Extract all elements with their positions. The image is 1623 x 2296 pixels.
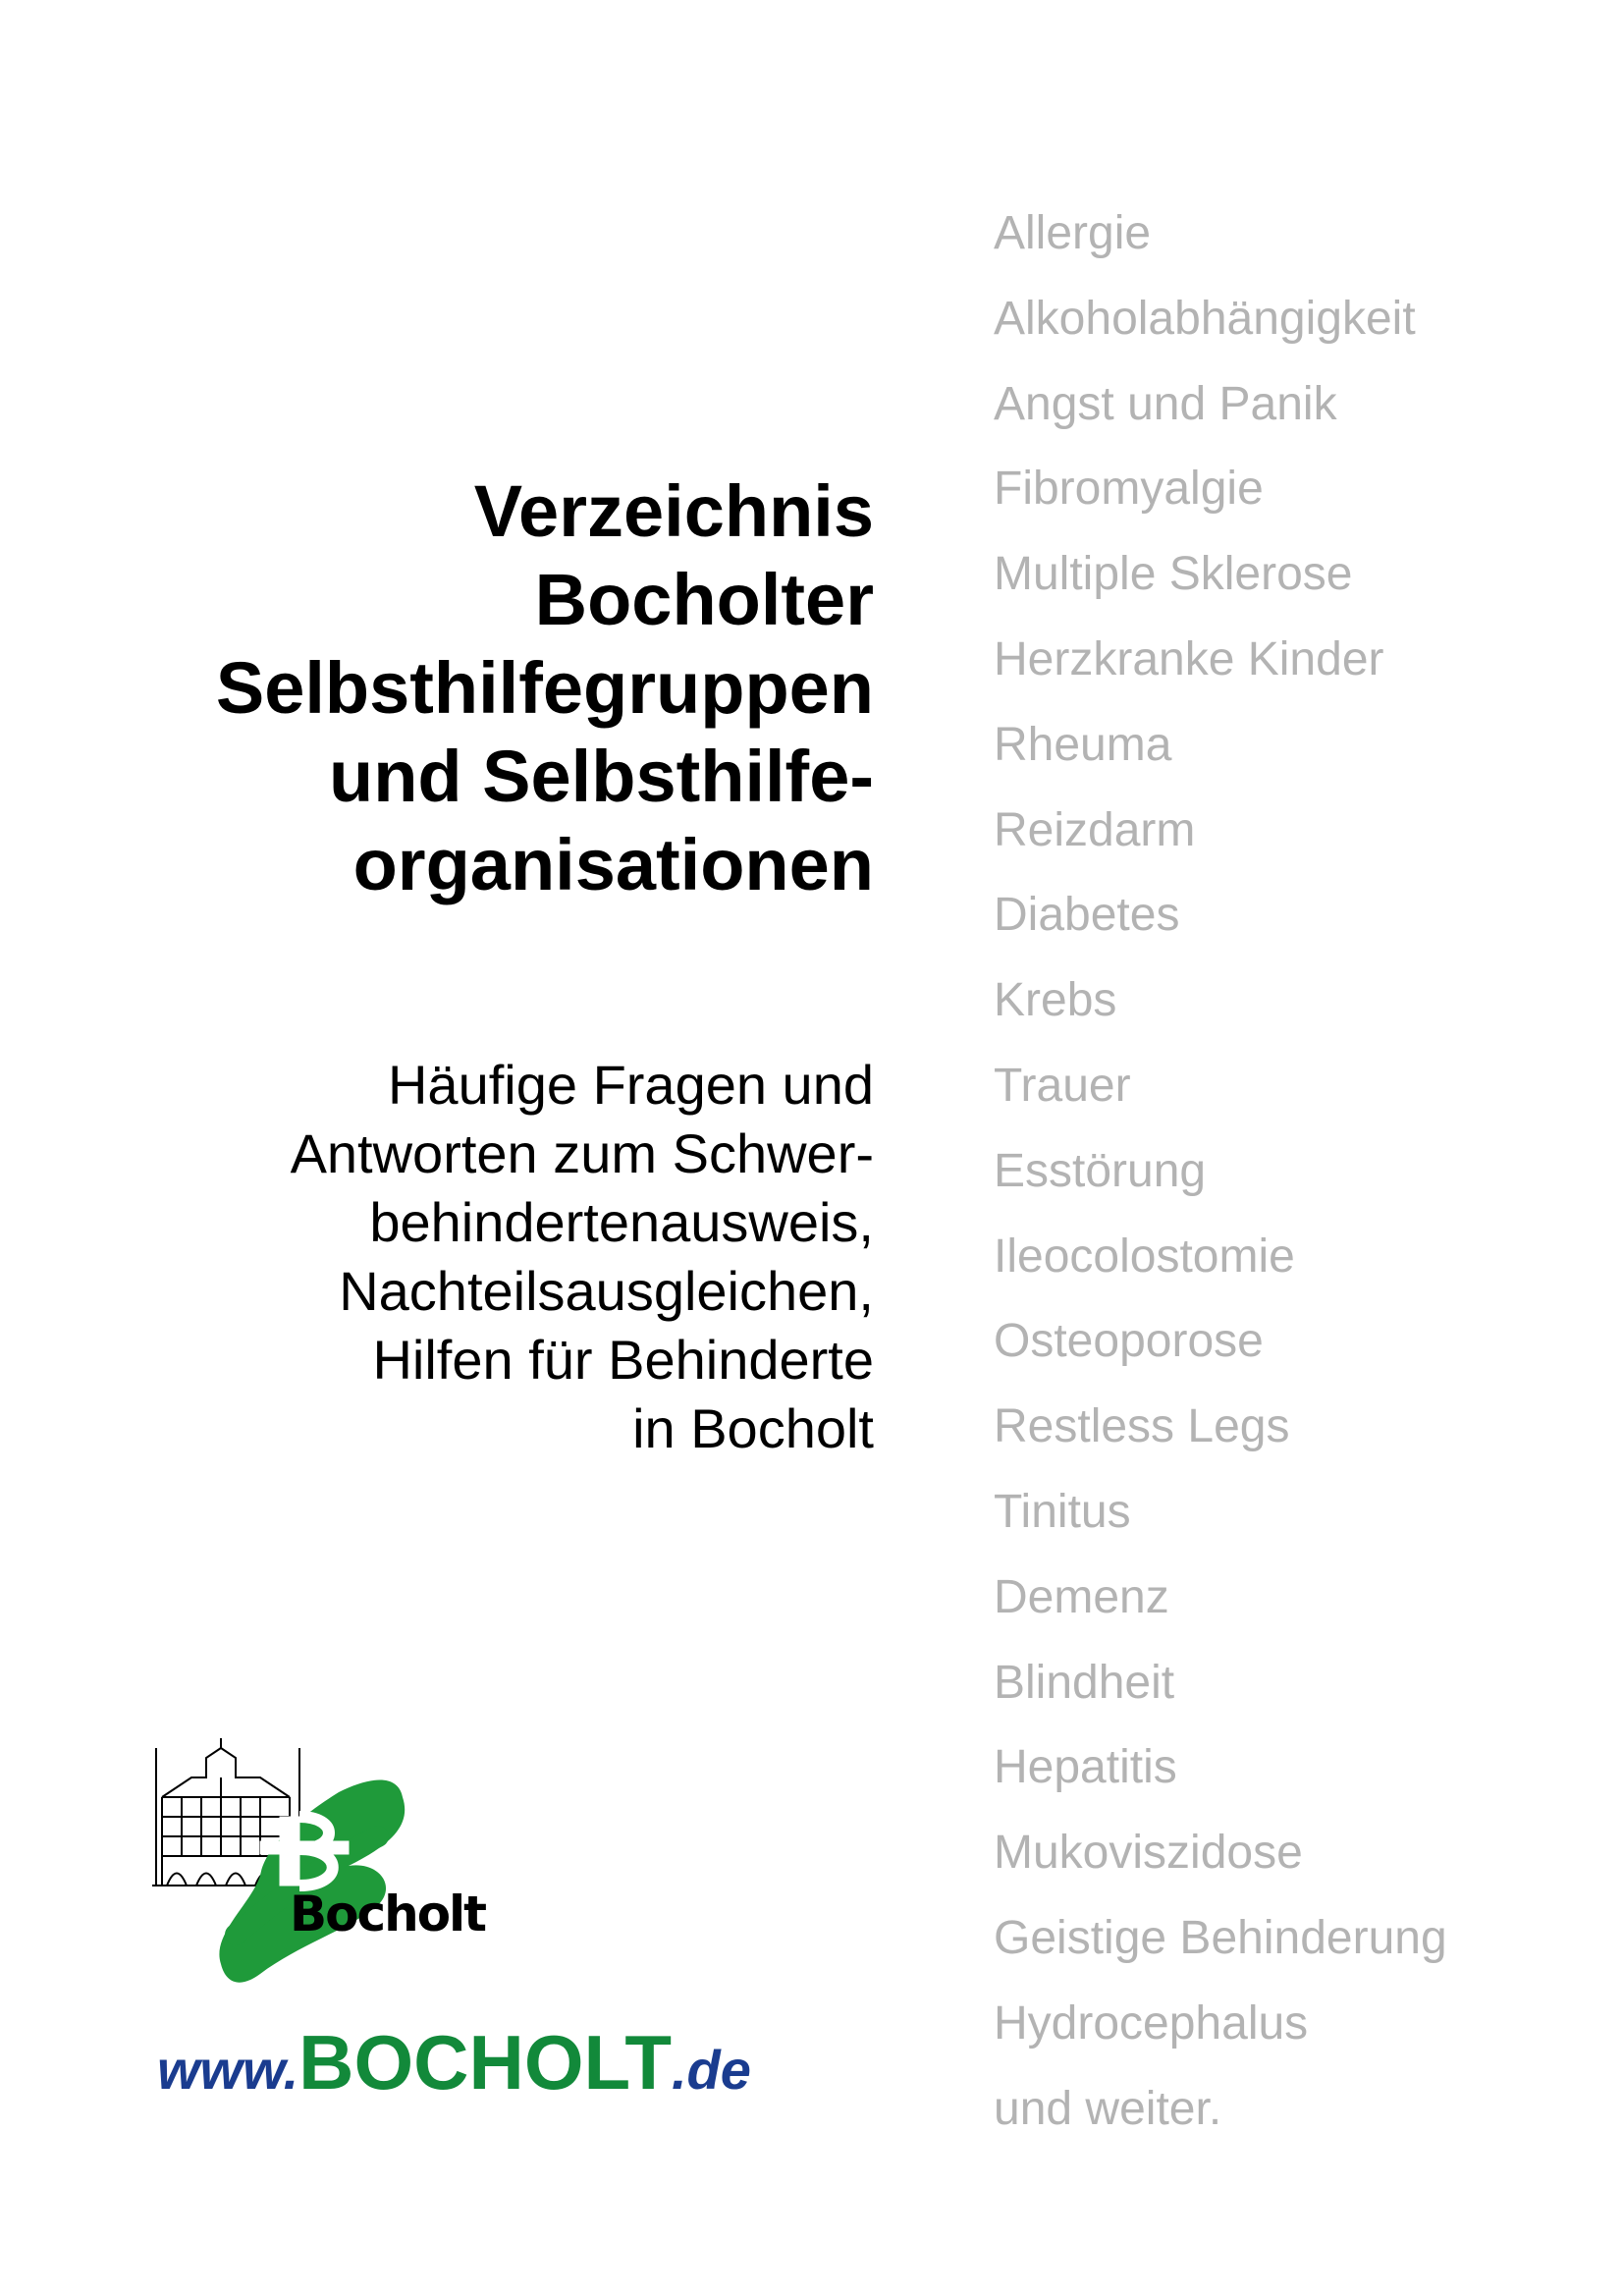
- topic-item: Krebs: [994, 974, 1117, 1027]
- subtitle-line: Häufige Fragen und: [387, 1054, 874, 1116]
- subtitle-line: in Bocholt: [632, 1397, 874, 1459]
- topic-item: Herzkranke Kinder: [994, 632, 1384, 685]
- topic-item: Mukoviszidose: [994, 1827, 1303, 1880]
- title-line: organisationen: [352, 824, 874, 905]
- topic-item: Hepatitis: [994, 1741, 1177, 1794]
- topic-item: Restless Legs: [994, 1400, 1290, 1453]
- topic-item: und weiter.: [994, 2082, 1222, 2135]
- bocholt-emblem-icon: [152, 1738, 515, 1994]
- topic-item: Geistige Behinderung: [994, 1911, 1447, 1964]
- bocholt-logo: [152, 1738, 515, 1994]
- website-domain: BOCHOLT: [298, 2019, 672, 2105]
- topic-item: Reizdarm: [994, 803, 1196, 856]
- topic-item: Osteoporose: [994, 1315, 1264, 1368]
- topic-item: Trauer: [994, 1059, 1131, 1112]
- topic-item: Allergie: [994, 207, 1152, 259]
- website-url[interactable]: [157, 2018, 751, 2107]
- topic-item: Esstörung: [994, 1144, 1207, 1197]
- title-line: und Selbsthilfe-: [329, 736, 874, 817]
- topic-item: Alkoholabhängigkeit: [994, 292, 1416, 345]
- topic-item: Blindheit: [994, 1656, 1175, 1709]
- subtitle-line: behindertenausweis,: [369, 1191, 874, 1253]
- topic-list: [994, 191, 1447, 2152]
- website-prefix: www.: [157, 2039, 299, 2101]
- subtitle-line: Hilfen für Behinderte: [372, 1329, 874, 1391]
- subtitle-line: Nachteilsausgleichen,: [339, 1260, 874, 1322]
- topic-item: Hydrocephalus: [994, 1996, 1309, 2050]
- document-title: [98, 467, 874, 909]
- topic-item: Rheuma: [994, 718, 1172, 771]
- topic-item: Multiple Sklerose: [994, 548, 1353, 601]
- subtitle-line: Antworten zum Schwer-: [290, 1122, 874, 1184]
- title-line: Verzeichnis: [473, 470, 874, 552]
- topic-item: Demenz: [994, 1570, 1169, 1623]
- topic-item: Diabetes: [994, 889, 1180, 942]
- logo-text: Bocholt: [290, 1886, 486, 1942]
- topic-item: Angst und Panik: [994, 377, 1337, 430]
- title-line: Selbsthilfegruppen: [215, 647, 874, 729]
- title-line: Bocholter: [534, 559, 874, 640]
- topic-item: Tinitus: [994, 1485, 1131, 1538]
- topic-item: Ileocolostomie: [994, 1230, 1295, 1283]
- topic-item: Fibromyalgie: [994, 463, 1264, 516]
- document-subtitle: [98, 1051, 874, 1463]
- website-suffix: .de: [672, 2039, 751, 2101]
